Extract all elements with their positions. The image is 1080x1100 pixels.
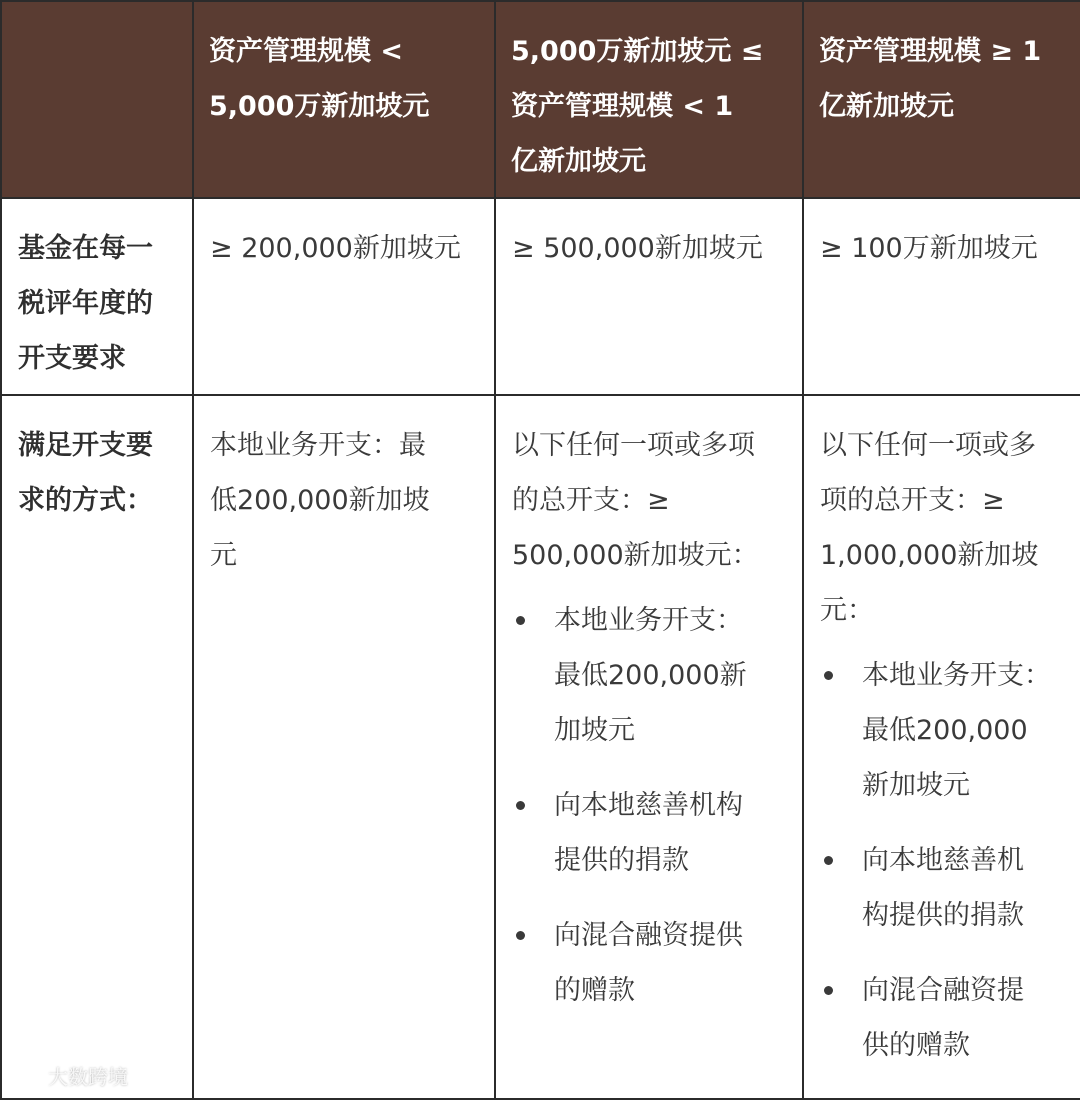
cell-ways-col3 (803, 395, 1080, 1099)
bullet-line: 加坡元 (554, 715, 635, 746)
cell-ways-col2 (495, 395, 803, 1099)
header-aum-below-50m (193, 1, 495, 198)
row-label-spending (1, 198, 193, 395)
intro-line: 1,000,000新加坡 (820, 540, 1039, 571)
bullet-line: 最低200,000新 (554, 660, 747, 691)
bullet-line: 的赠款 (554, 975, 635, 1006)
bullet-line: 本地业务开支： (862, 660, 1051, 691)
header-line: 资产管理规模 ≥ 1 (819, 36, 1042, 67)
bullet-line: 提供的捐款 (554, 845, 689, 876)
row-label-line: 求的方式： (18, 485, 153, 516)
header-line: 资产管理规模 < 1 (511, 91, 734, 122)
intro-line: 的总开支：≥ (512, 485, 670, 516)
bullet-line: 本地业务开支： (554, 605, 743, 636)
list-item (820, 833, 1070, 943)
cell-line: 本地业务开支：最 (210, 430, 426, 461)
bullet-line: 构提供的捐款 (862, 900, 1024, 931)
row-label-line: 基金在每一 (18, 233, 153, 264)
list-item (512, 593, 792, 758)
intro-line: 500,000新加坡元： (512, 540, 759, 571)
bullet-dot-icon (516, 616, 525, 625)
list-item (820, 963, 1070, 1073)
header-line: 亿新加坡元 (819, 91, 954, 122)
cell-spend-col2 (495, 198, 803, 395)
header-line: 5,000万新加坡元 ≤ (511, 36, 764, 67)
header-line: 资产管理规模 < (209, 36, 404, 67)
bullet-dot-icon (516, 931, 525, 940)
list-item (512, 778, 792, 888)
cell-line: 低200,000新加坡 (210, 485, 430, 516)
row-label-ways (1, 395, 193, 1099)
bullet-list (820, 648, 1070, 1073)
header-aum-50m-to-100m (495, 1, 803, 198)
list-item (820, 648, 1070, 813)
weibo-logo-icon (6, 1062, 42, 1088)
bullet-line: 向本地慈善机构 (554, 790, 743, 821)
header-line: 5,000万新加坡元 (209, 91, 430, 122)
list-item (512, 908, 792, 1018)
header-line: 亿新加坡元 (511, 146, 646, 177)
header-row (1, 1, 1080, 198)
cell-value: ≥ 500,000新加坡元 (512, 233, 763, 264)
bullet-line: 供的赠款 (862, 1030, 970, 1061)
bullet-dot-icon (824, 856, 833, 865)
watermark-text: 大数跨境 (48, 1064, 128, 1089)
cell-spend-col3 (803, 198, 1080, 395)
intro-line: 元： (820, 595, 874, 626)
row-label-line: 税评年度的 (18, 288, 153, 319)
bullet-list (512, 593, 792, 1018)
bullet-line: 新加坡元 (862, 770, 970, 801)
intro-line: 以下任何一项或多 (820, 430, 1036, 461)
cell-value: ≥ 100万新加坡元 (820, 233, 1038, 264)
cell-spend-col1 (193, 198, 495, 395)
row-label-line: 开支要求 (18, 343, 126, 374)
spending-requirement-row (1, 198, 1080, 395)
header-aum-above-100m (803, 1, 1080, 198)
bullet-dot-icon (824, 671, 833, 680)
cell-line: 元 (210, 540, 237, 571)
ways-to-meet-row (1, 395, 1080, 1099)
bullet-line: 向本地慈善机 (862, 845, 1024, 876)
header-corner-cell (1, 1, 193, 198)
bullet-line: 向混合融资提 (862, 975, 1024, 1006)
cell-ways-col1 (193, 395, 495, 1099)
bullet-dot-icon (516, 801, 525, 810)
intro-line: 以下任何一项或多项 (512, 430, 755, 461)
bullet-line: 向混合融资提供 (554, 920, 743, 951)
bullet-dot-icon (824, 986, 833, 995)
intro-line: 项的总开支：≥ (820, 485, 1005, 516)
cell-value: ≥ 200,000新加坡元 (210, 233, 461, 264)
row-label-line: 满足开支要 (18, 430, 153, 461)
bullet-line: 最低200,000 (862, 715, 1028, 746)
watermark (6, 1058, 128, 1092)
